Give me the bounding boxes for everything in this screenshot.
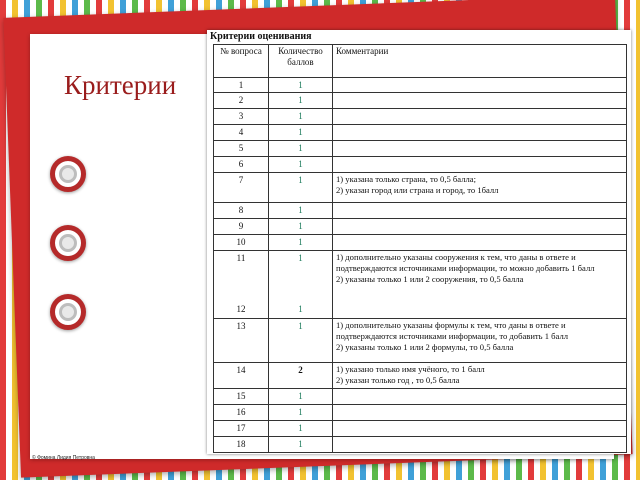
- question-number-cell: [214, 389, 269, 405]
- comment-text: 1) дополнительно указаны сооружения к тем, что даны в ответе и подтверждаются источниками информации, то можно добавить 1 балл 2) указаны только 1 или 2 сооружения, то 0,5 балла: [336, 252, 595, 284]
- comment-cell: [333, 109, 627, 125]
- question-number: 6: [238, 159, 244, 169]
- score-cell: [269, 219, 333, 235]
- table-row: [214, 109, 627, 125]
- comment-cell: [333, 78, 627, 93]
- question-number: 5: [238, 143, 244, 153]
- question-number-cell: [214, 363, 269, 389]
- question-number-cell: [214, 437, 269, 453]
- question-number: 14: [236, 365, 246, 375]
- score-cell: [269, 319, 333, 363]
- score-value: 1: [298, 175, 303, 185]
- score-cell: [269, 141, 333, 157]
- question-number: 4: [238, 127, 244, 137]
- question-number-cell: [214, 203, 269, 219]
- table-row: [214, 235, 627, 251]
- table-row: [214, 219, 627, 235]
- table-row: [214, 437, 627, 453]
- question-number-cell: [214, 78, 269, 93]
- question-number: 10: [236, 237, 246, 247]
- question-number: 17: [236, 423, 246, 433]
- question-number: 3: [238, 111, 244, 121]
- comment-cell: [333, 421, 627, 437]
- question-number-secondary: 12: [236, 304, 246, 314]
- table-row: [214, 125, 627, 141]
- score-value: 1: [298, 205, 303, 215]
- score-cell: [269, 363, 333, 389]
- comment-text: 1) дополнительно указаны формулы к тем, что даны в ответе и подтверждаются источниками информации, то добавить 1 балл 2) указаны только 1 или 2 формулы, то 0,5 балла: [336, 320, 569, 352]
- question-number-cell: [214, 319, 269, 363]
- criteria-document: [207, 30, 631, 454]
- table-row: [214, 251, 627, 319]
- score-cell: [269, 251, 333, 319]
- score-cell: [269, 437, 333, 453]
- document-title: Критерии оценивания: [210, 31, 312, 42]
- score-cell: [269, 235, 333, 251]
- comment-text: 1) указано только имя учёного, то 1 балл 2) указан только год , то 0,5 балла: [336, 364, 485, 385]
- table-row: [214, 78, 627, 93]
- score-cell: [269, 157, 333, 173]
- slide-title: Критерии: [64, 70, 177, 100]
- score-value: 1: [298, 143, 303, 153]
- comment-cell: [333, 405, 627, 421]
- question-number: 8: [238, 205, 244, 215]
- score-cell: [269, 125, 333, 141]
- comment-cell: [333, 235, 627, 251]
- score-cell: [269, 109, 333, 125]
- ring-bullet-2: [50, 225, 86, 261]
- question-number: 18: [236, 439, 246, 449]
- comment-cell: [333, 203, 627, 219]
- table-row: [214, 173, 627, 203]
- table-row: [214, 405, 627, 421]
- question-number-cell: [214, 109, 269, 125]
- score-value-secondary: 1: [298, 304, 303, 314]
- question-number-cell: [214, 251, 269, 319]
- score-cell: [269, 203, 333, 219]
- question-number-cell: [214, 173, 269, 203]
- question-number: 9: [238, 221, 244, 231]
- comment-cell: [333, 389, 627, 405]
- score-value: 1: [298, 253, 303, 263]
- header-score: Количество баллов: [269, 45, 333, 78]
- question-number-cell: [214, 235, 269, 251]
- table-row: [214, 203, 627, 219]
- score-cell: [269, 173, 333, 203]
- score-value: 1: [298, 95, 303, 105]
- comment-text: 1) указана только страна, то 0,5 балла; 2) указан город или страна и город, то 1балл: [336, 174, 499, 195]
- header-question-number: № вопроса: [214, 45, 269, 78]
- question-number-cell: [214, 125, 269, 141]
- comment-cell: [333, 363, 627, 389]
- table-header-row: [214, 45, 627, 78]
- table-row: [214, 157, 627, 173]
- score-value: 1: [298, 321, 303, 331]
- question-number: 13: [236, 321, 246, 331]
- score-value: 1: [298, 237, 303, 247]
- question-number: 11: [236, 253, 246, 263]
- score-value: 1: [298, 423, 303, 433]
- score-value: 1: [298, 127, 303, 137]
- table-row: [214, 93, 627, 109]
- score-cell: [269, 421, 333, 437]
- table-row: [214, 141, 627, 157]
- question-number-cell: [214, 421, 269, 437]
- table-row: [214, 363, 627, 389]
- comment-cell: [333, 93, 627, 109]
- table-row: [214, 319, 627, 363]
- ring-bullet-3: [50, 294, 86, 330]
- criteria-table: [213, 44, 627, 453]
- question-number-cell: [214, 93, 269, 109]
- copyright-text: © Фоминa Лидия Петровна: [32, 455, 95, 461]
- question-number: 1: [238, 80, 244, 90]
- comment-cell: [333, 157, 627, 173]
- score-cell: [269, 405, 333, 421]
- comment-cell: [333, 251, 627, 319]
- table-row: [214, 389, 627, 405]
- ring-bullet-1: [50, 156, 86, 192]
- score-value: 1: [298, 111, 303, 121]
- table-row: [214, 421, 627, 437]
- comment-cell: [333, 319, 627, 363]
- score-cell: [269, 78, 333, 93]
- score-value: 1: [298, 159, 303, 169]
- question-number: 16: [236, 407, 246, 417]
- question-number: 2: [238, 95, 244, 105]
- header-comments: Комментарии: [333, 45, 627, 78]
- comment-cell: [333, 437, 627, 453]
- comment-cell: [333, 173, 627, 203]
- score-value: 2: [298, 365, 303, 375]
- question-number-cell: [214, 219, 269, 235]
- score-value: 1: [298, 439, 303, 449]
- comment-cell: [333, 125, 627, 141]
- question-number-cell: [214, 405, 269, 421]
- question-number-cell: [214, 157, 269, 173]
- score-value: 1: [298, 221, 303, 231]
- score-value: 1: [298, 391, 303, 401]
- question-number: 15: [236, 391, 246, 401]
- score-cell: [269, 93, 333, 109]
- question-number: 7: [238, 175, 244, 185]
- question-number-cell: [214, 141, 269, 157]
- score-cell: [269, 389, 333, 405]
- score-value: 1: [298, 407, 303, 417]
- score-value: 1: [298, 80, 303, 90]
- comment-cell: [333, 141, 627, 157]
- comment-cell: [333, 219, 627, 235]
